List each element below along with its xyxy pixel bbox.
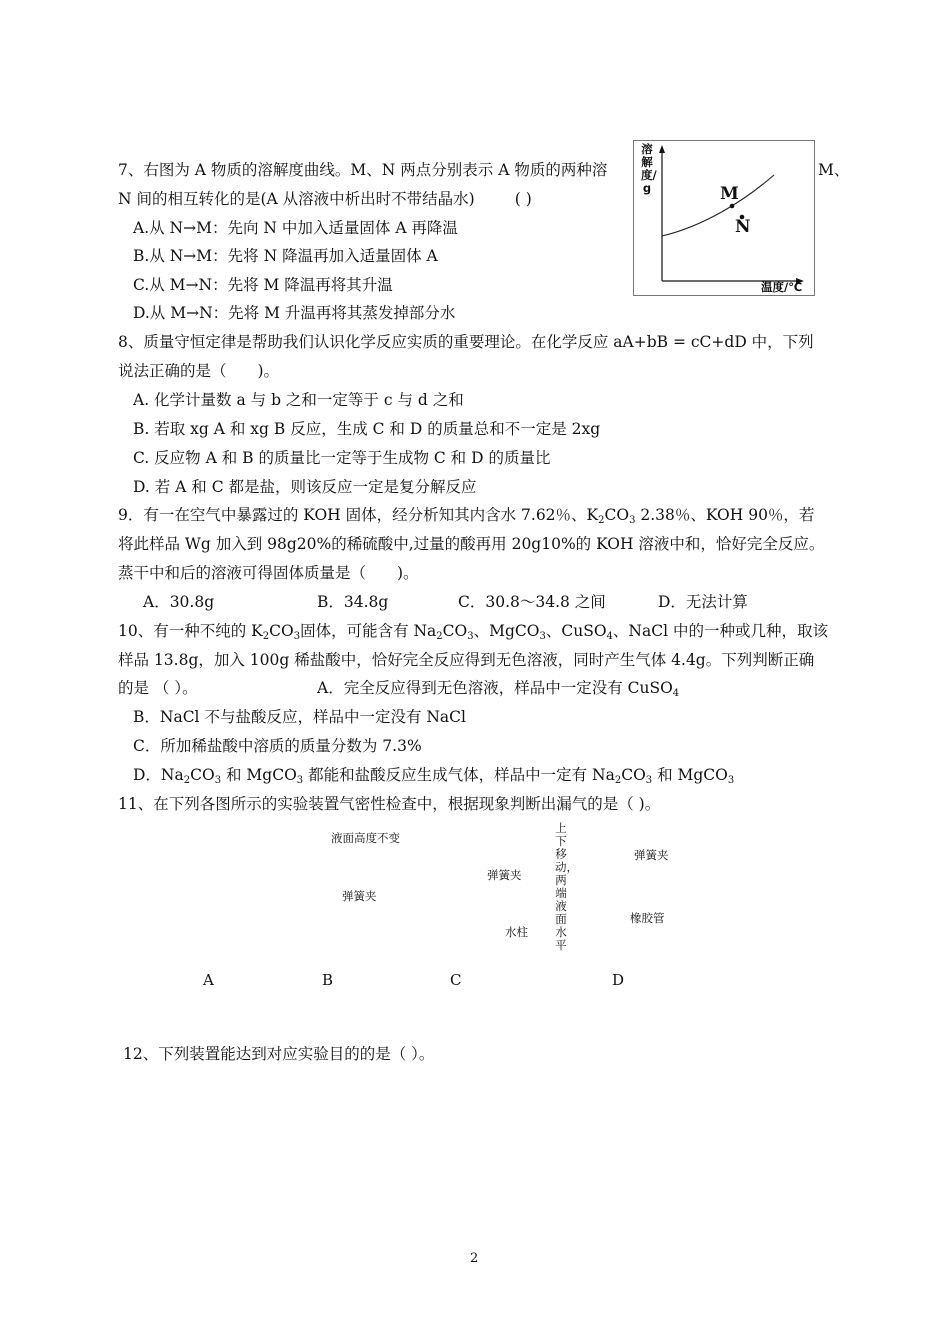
solubility-chart-svg xyxy=(634,141,816,297)
q8-option-a: A. 化学计量数 a 与 b 之和一定等于 c 与 d 之和 xyxy=(133,391,464,409)
q8-option-c: C. 反应物 A 和 B 的质量比一定等于生成物 C 和 D 的质量比 xyxy=(133,449,551,467)
q11-label-clip-d: 弹簧夹 xyxy=(634,848,669,862)
q9-option-b: B．34.8g xyxy=(317,593,389,611)
q11-option-b: B xyxy=(322,971,334,989)
solubility-curve xyxy=(662,175,774,236)
q8-option-b: B. 若取 xg A 和 xg B 反应，生成 C 和 D 的质量总和不一定是 2xg xyxy=(133,420,601,438)
q9-option-d: D．无法计算 xyxy=(658,593,748,611)
chart-label-n: N xyxy=(735,217,751,237)
q10-option-d: D．$Na_2CO_3$ 和 MgCO$_3$ 都能和盐酸反应生成气体，样品中一定有 $Na_2CO_3$ 和 MgCO$_3$ xyxy=(133,766,735,786)
q8-line1: 8、质量守恒定律是帮助我们认识化学反应实质的重要理论。在化学反应 aA+bB = cC+dD 中，下列 xyxy=(118,333,814,351)
q9-option-c: C．30.8～34.8 之间 xyxy=(458,593,606,611)
q11-label-liquid-level: 液面高度不变 xyxy=(331,831,400,845)
chart-ylabel: 溶解度/g xyxy=(641,142,657,195)
y-axis-arrow xyxy=(659,145,665,153)
page-number: 2 xyxy=(470,1251,479,1266)
q11-label-move-vertical: 上下移动，两端液面水平 xyxy=(555,821,578,952)
q7-option-a: A.从 N→M：先向 N 中加入适量固体 A 再降温 xyxy=(133,219,458,237)
q11-label-clip-a: 弹簧夹 xyxy=(342,889,377,903)
q11-option-c: C xyxy=(450,971,462,989)
point-m xyxy=(730,204,735,209)
chart-label-m: M xyxy=(720,184,739,204)
q7-line2: N 间的相互转化的是(A 从溶液中析出时不带结晶水) ( ) xyxy=(118,190,532,208)
q9-line3: 蒸干中和后的溶液可得固体质量是（ )。 xyxy=(118,564,419,582)
q7-option-d: D.从 M→N：先将 M 升温再将其蒸发掉部分水 xyxy=(133,304,456,322)
solubility-chart xyxy=(633,140,815,296)
q7-option-b: B.从 N→M：先将 N 降温再加入适量固体 A xyxy=(133,247,438,265)
q8-option-d: D. 若 A 和 C 都是盐，则该反应一定是复分解反应 xyxy=(133,478,477,496)
q10-line2: 样品 13.8g，加入 100g 稀盐酸中，恰好完全反应得到无色溶液，同时产生气体 4.4g。下列判断正确 xyxy=(118,651,815,669)
chart-xlabel: 温度/℃ xyxy=(761,280,803,294)
q11-label-rubber-tube: 橡胶管 xyxy=(630,911,665,925)
q11-label-water-column: 水柱 xyxy=(505,925,528,939)
q9-option-a: A．30.8g xyxy=(143,593,215,611)
q10-line1: 10、有一种不纯的 $K_2CO_3$固体，可能含有 $Na_2CO_3$、MgCO$_3$、CuSO$_4$、NaCl 中的一种或几种，取该 xyxy=(118,622,828,642)
q11-label-clip-c: 弹簧夹 xyxy=(487,868,522,882)
q10-line3a: 的是 （ ）。 xyxy=(118,679,198,697)
q10-option-a: A．完全反应得到无色溶液，样品中一定没有 CuSO$_4$ xyxy=(317,679,680,699)
q8-line2: 说法正确的是（ )。 xyxy=(118,362,280,380)
q10-option-b: B．NaCl 不与盐酸反应，样品中一定没有 NaCl xyxy=(133,708,466,726)
q7-option-c: C.从 M→N：先将 M 降温再将其升温 xyxy=(133,276,393,294)
q11-option-a: A xyxy=(203,971,214,989)
q11-stem: 11、在下列各图所示的实验装置气密性检查中，根据现象判断出漏气的是（ )。 xyxy=(118,795,661,813)
q7-line1: 7、右图为 A 物质的溶解度曲线。M、N 两点分别表示 A 物质的两种溶 xyxy=(118,161,608,179)
q10-option-c: C．所加稀盐酸中溶质的质量分数为 7.3% xyxy=(133,737,422,755)
q12-stem: 12、下列装置能达到对应实验目的的是（ ）。 xyxy=(123,1045,435,1063)
q11-option-d: D xyxy=(612,971,625,989)
q9-line1: 9．有一在空气中暴露过的 KOH 固体，经分析知其内含水 7.62％、$K_2CO_3$ 2.38％、KOH 90％，若 xyxy=(118,506,815,526)
q9-line2: 将此样品 Wg 加入到 98g20%的稀硫酸中,过量的酸再用 20g10%的 KOH 溶液中和，恰好完全反应。 xyxy=(118,535,825,553)
q7-line1-tail: M、 xyxy=(818,161,850,179)
